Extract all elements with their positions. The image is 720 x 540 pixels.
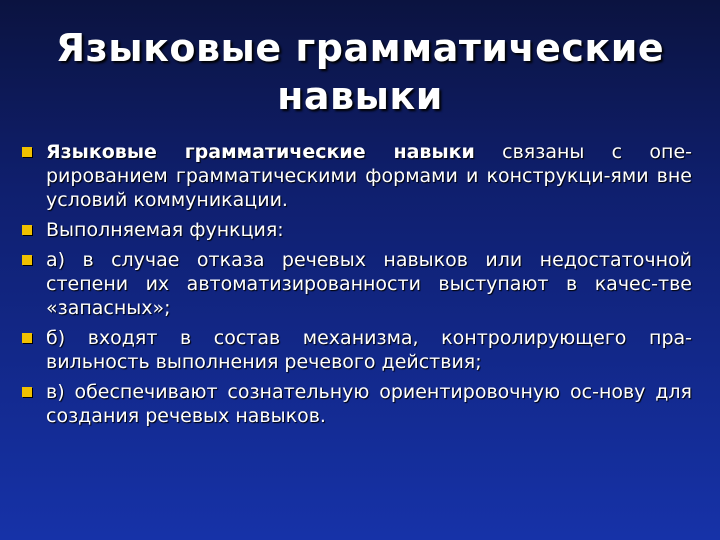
bullet-text: в) обеспечивают сознательную ориентировочную ос-нову для создания речевых навыков. xyxy=(46,381,692,427)
bullet-bold-term: Языковые грамматические навыки xyxy=(46,141,475,163)
bullet-text: б) входят в состав механизма, контролирующего пра-вильность выполнения речевого действия; xyxy=(46,327,692,373)
bullet-item-c xyxy=(22,380,692,428)
square-bullet-icon xyxy=(22,333,32,343)
square-bullet-icon xyxy=(22,387,32,397)
slide-title: Языковые грамматические навыки xyxy=(55,26,665,118)
bullet-text: Выполняемая функция: xyxy=(46,219,284,241)
bullet-list xyxy=(22,140,692,434)
bullet-item-a xyxy=(22,248,692,320)
bullet-item-definition xyxy=(22,140,692,212)
bullet-item-function xyxy=(22,218,692,242)
square-bullet-icon xyxy=(22,225,32,235)
bullet-text: связаны с опе-рированием грамматическими формами и конструкци-ями вне условий коммуникации. xyxy=(46,141,693,211)
square-bullet-icon xyxy=(22,147,32,157)
square-bullet-icon xyxy=(22,255,32,265)
bullet-item-b xyxy=(22,326,692,374)
bullet-text: а) в случае отказа речевых навыков или недостаточной степени их автоматизированности выступают в качес-тве «запасных»; xyxy=(46,249,692,319)
